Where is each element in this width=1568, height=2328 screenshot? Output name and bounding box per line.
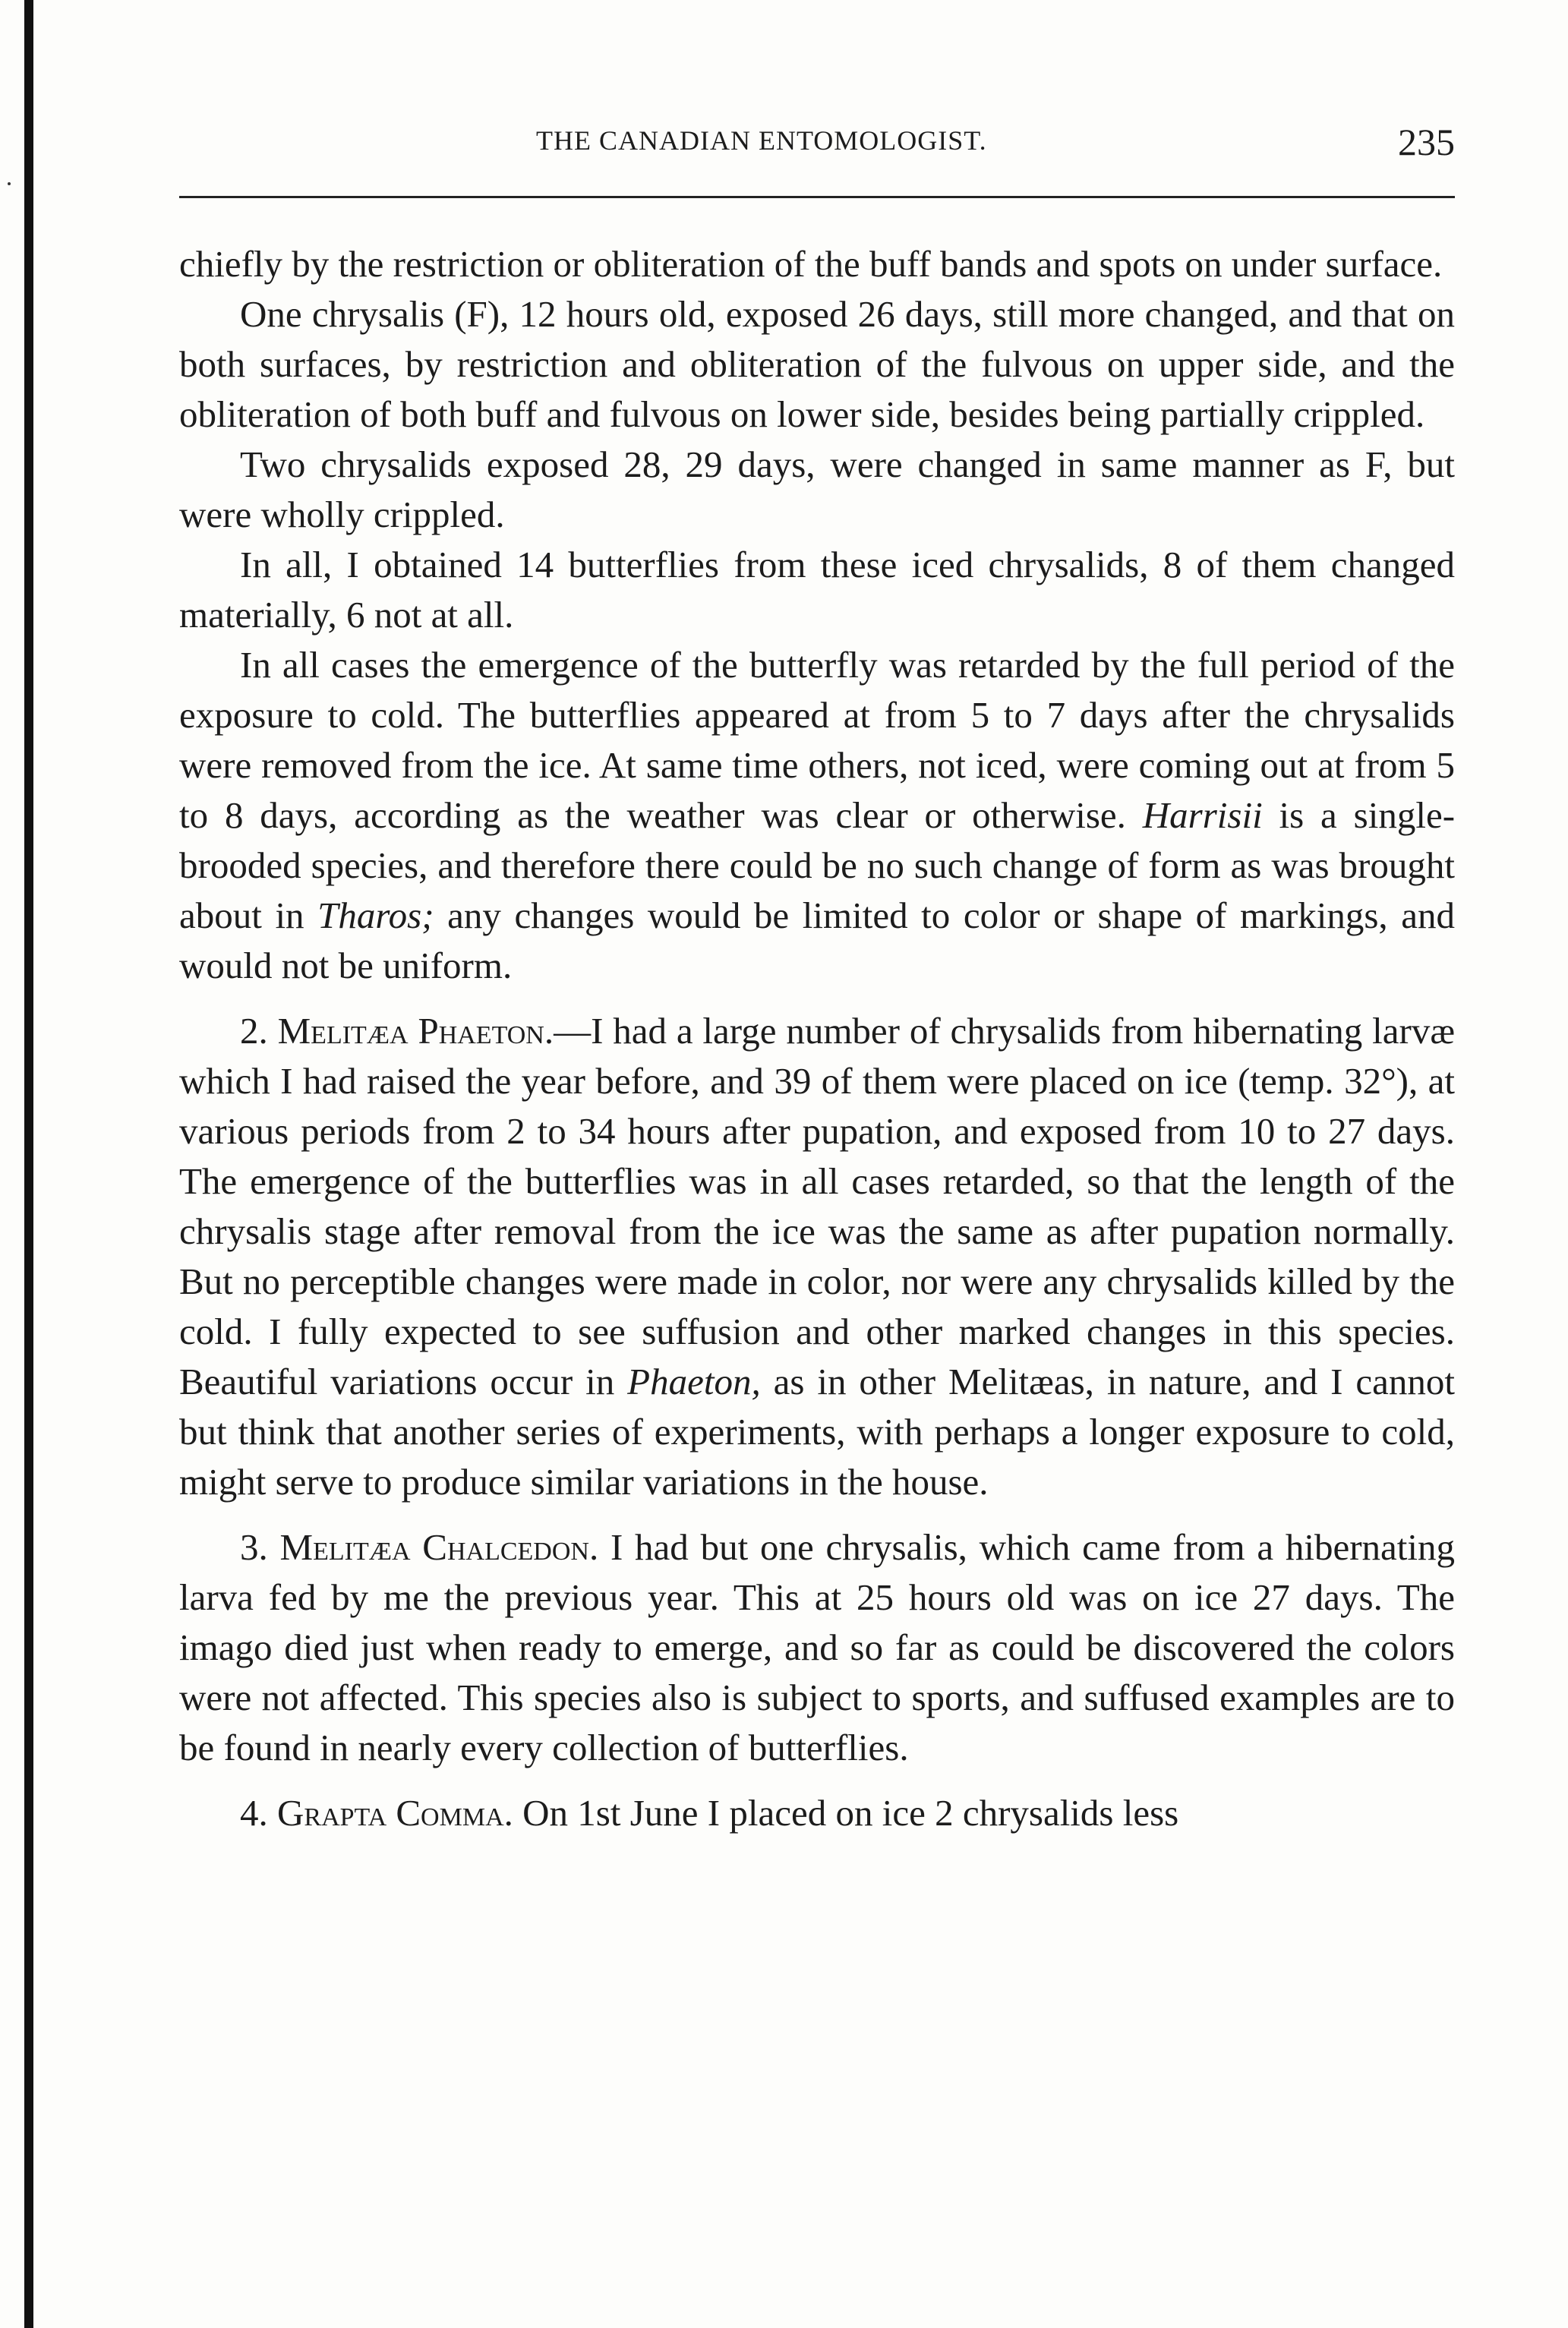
page-binding-edge — [24, 0, 33, 2328]
paragraph-summary: In all, I obtained 14 butterflies from these iced chrysalids, 8 of them changed materially, 6 not at all. — [179, 544, 1455, 636]
species-name-harrisii: Harrisii — [1142, 794, 1263, 836]
section-title: Grapta Comma. — [277, 1792, 513, 1834]
text-span: as in other Melitæas, in nature, and I cannot but think that another series of experiments, with perhaps a longer exposure to cold, might serve to produce similar variations in the house. — [179, 1361, 1455, 1503]
scan-speck — [8, 182, 11, 185]
text-span: In all cases the emergence of the butterfly was retarded by the full period of the exposure to cold. The butterflies appeared at from 5 to 7 days after the chrysalids were removed from the ice. At same time others, not iced, were coming out at from 5 to 8 days, according as the weather was clear or otherwise. — [179, 644, 1455, 836]
species-name-tharos: Tharos; — [317, 894, 434, 936]
paragraph-two-chrysalids: Two chrysalids exposed 28, 29 days, were changed in same manner as F, but were wholly crippled. — [179, 443, 1455, 535]
running-title: THE CANADIAN ENTOMOLOGIST. — [536, 125, 987, 156]
section-number: 4. — [240, 1792, 277, 1834]
text-span: —I had a large number of chrysalids from hibernating larvæ which I had raised the year before, and 39 of them were placed on ice (temp. 32°), at various periods from 2 to 34 hours after pupation, and exposed from 10 to 27 days. The emergence of the butterflies was in all cases retarded, so that the length of the chrysalis stage after removal from the ice was the same as after pupation normally. But no perceptible changes were made in color, nor were any chrysalids killed by the cold. I fully expected to see suffusion and other marked changes in this species. Beautiful variations occur in — [179, 1010, 1455, 1402]
section-melitaea-chalcedon — [179, 1522, 1455, 1773]
page-header — [179, 120, 1455, 173]
section-melitaea-phaeton — [179, 1006, 1455, 1507]
section-number: 2. — [240, 1010, 278, 1052]
paragraph-continuation: chiefly by the restriction or obliteration of the buff bands and spots on under surface. — [179, 243, 1443, 285]
text-span: I had but one chrysalis, which came from a hibernating larva fed by me the previous year. This at 25 hours old was on ice 27 days. The imago died just when ready to emerge, and so far as could be discovered the colors were not affected. This species also is subject to sports, and suffused examples are to be found in nearly every collection of butterflies. — [179, 1526, 1456, 1768]
paragraph-chrysalis-f: One chrysalis (F), 12 hours old, exposed 26 days, still more changed, and that on both surfaces, by restriction and obliteration of the fulvous on upper side, and the obliteration of both buff and fulvous on lower side, besides being partially crippled. — [179, 293, 1455, 435]
section-number: 3. — [240, 1526, 280, 1568]
section-grapta-comma — [179, 1788, 1455, 1838]
species-name-phaeton: Phaeton, — [627, 1361, 761, 1402]
article-body — [179, 239, 1455, 1838]
section-title: Melitæa Phaeton. — [277, 1010, 554, 1052]
text-span: any changes would be limited to color or shape of markings, and would not be uniform. — [179, 894, 1455, 986]
page-number: 235 — [1398, 121, 1455, 163]
text-span: is a single-brooded species, and therefore there could be no such change of form as was brought about in — [179, 794, 1456, 936]
paragraph-emergence — [179, 640, 1455, 991]
header-rule — [179, 196, 1455, 198]
text-span: On 1st June I placed on ice 2 chrysalids less — [513, 1792, 1179, 1834]
section-title: Melitæa Chalcedon. — [279, 1526, 599, 1568]
